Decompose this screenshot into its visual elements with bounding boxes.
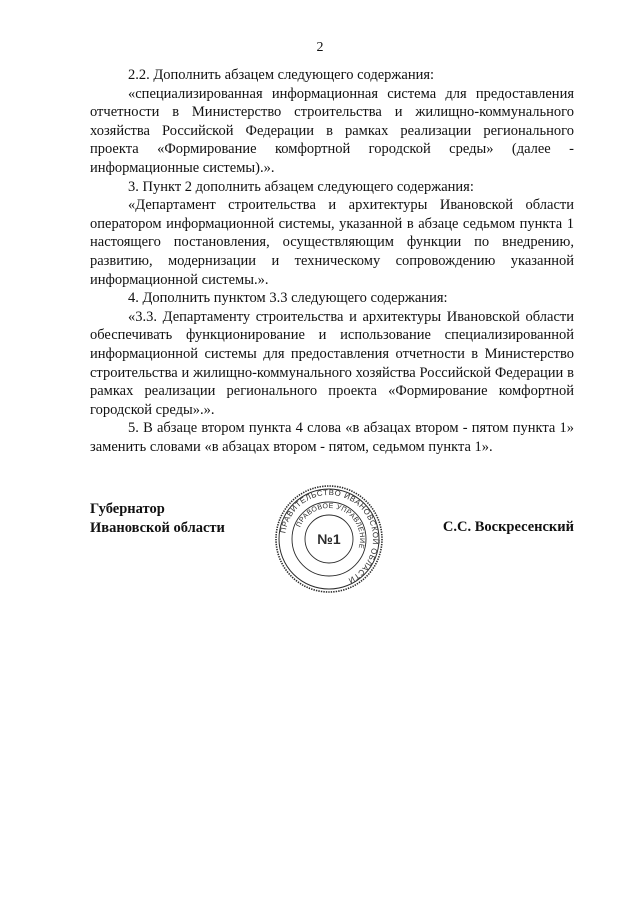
paragraph-4: 4. Дополнить пунктом 3.3 следующего содержания: [128, 290, 448, 307]
signatory-title-line2: Ивановской области [90, 519, 225, 536]
stamp-graphic [274, 484, 384, 594]
signatory-title [90, 500, 225, 537]
paragraph-3-content: «Департамент строительства и архитектуры Ивановской области оператором информационной системы, указанной в абзаце седьмом пункта 1 настоящего постановления, осуществляющим функции по внедрению, развитию, модернизации и техническому сопровождению указанной информационной системы.». [90, 197, 574, 288]
paragraph-5: 5. В абзаце втором пункта 4 слова «в абзацах втором - пятом пункта 1» заменить словами «в абзацах втором - пятом, седьмом пункта 1». [90, 420, 574, 455]
signatory-name: С.С. Воскресенский [442, 519, 574, 535]
svg-text:ПРАВОВОЕ УПРАВЛЕНИЕ: ПРАВОВОЕ УПРАВЛЕНИЕ [295, 502, 366, 550]
page-number: 2 [316, 40, 324, 55]
signatory-title-line1: Губернатор [90, 501, 165, 517]
paragraph-2-2: 2.2. Дополнить абзацем следующего содержания: [128, 67, 435, 83]
paragraph-2-2-content: «специализированная информационная система для предоставления отчетности в Министерство строительства и жилищно-коммунального хозяйства Российской Федерации в рамках реализации регионального проекта «Формирование комфортной городской среды» (далее - информационные системы).». [90, 85, 574, 176]
svg-text:ПРАВИТЕЛЬСТВО ИВАНОВСКОЙ ОБЛАС: ПРАВИТЕЛЬСТВО ИВАНОВСКОЙ ОБЛАСТИ [278, 487, 381, 586]
signature-block [0, 484, 640, 594]
svg-text:№1: №1 [317, 531, 341, 547]
paragraph-3: 3. Пункт 2 дополнить абзацем следующего содержания: [128, 178, 474, 195]
paragraph-4-content: «3.3. Департаменту строительства и архитектуры Ивановской области обеспечивать функционирование и использование специализированной информационной системы для предоставления отчетности в Министерство строительства и жилищно-коммунального хозяйства Российской Федерации в рамках реализации регионального проекта «Формирование комфортной городской среды».». [90, 308, 574, 418]
document-body [90, 66, 574, 456]
official-stamp [274, 484, 384, 594]
